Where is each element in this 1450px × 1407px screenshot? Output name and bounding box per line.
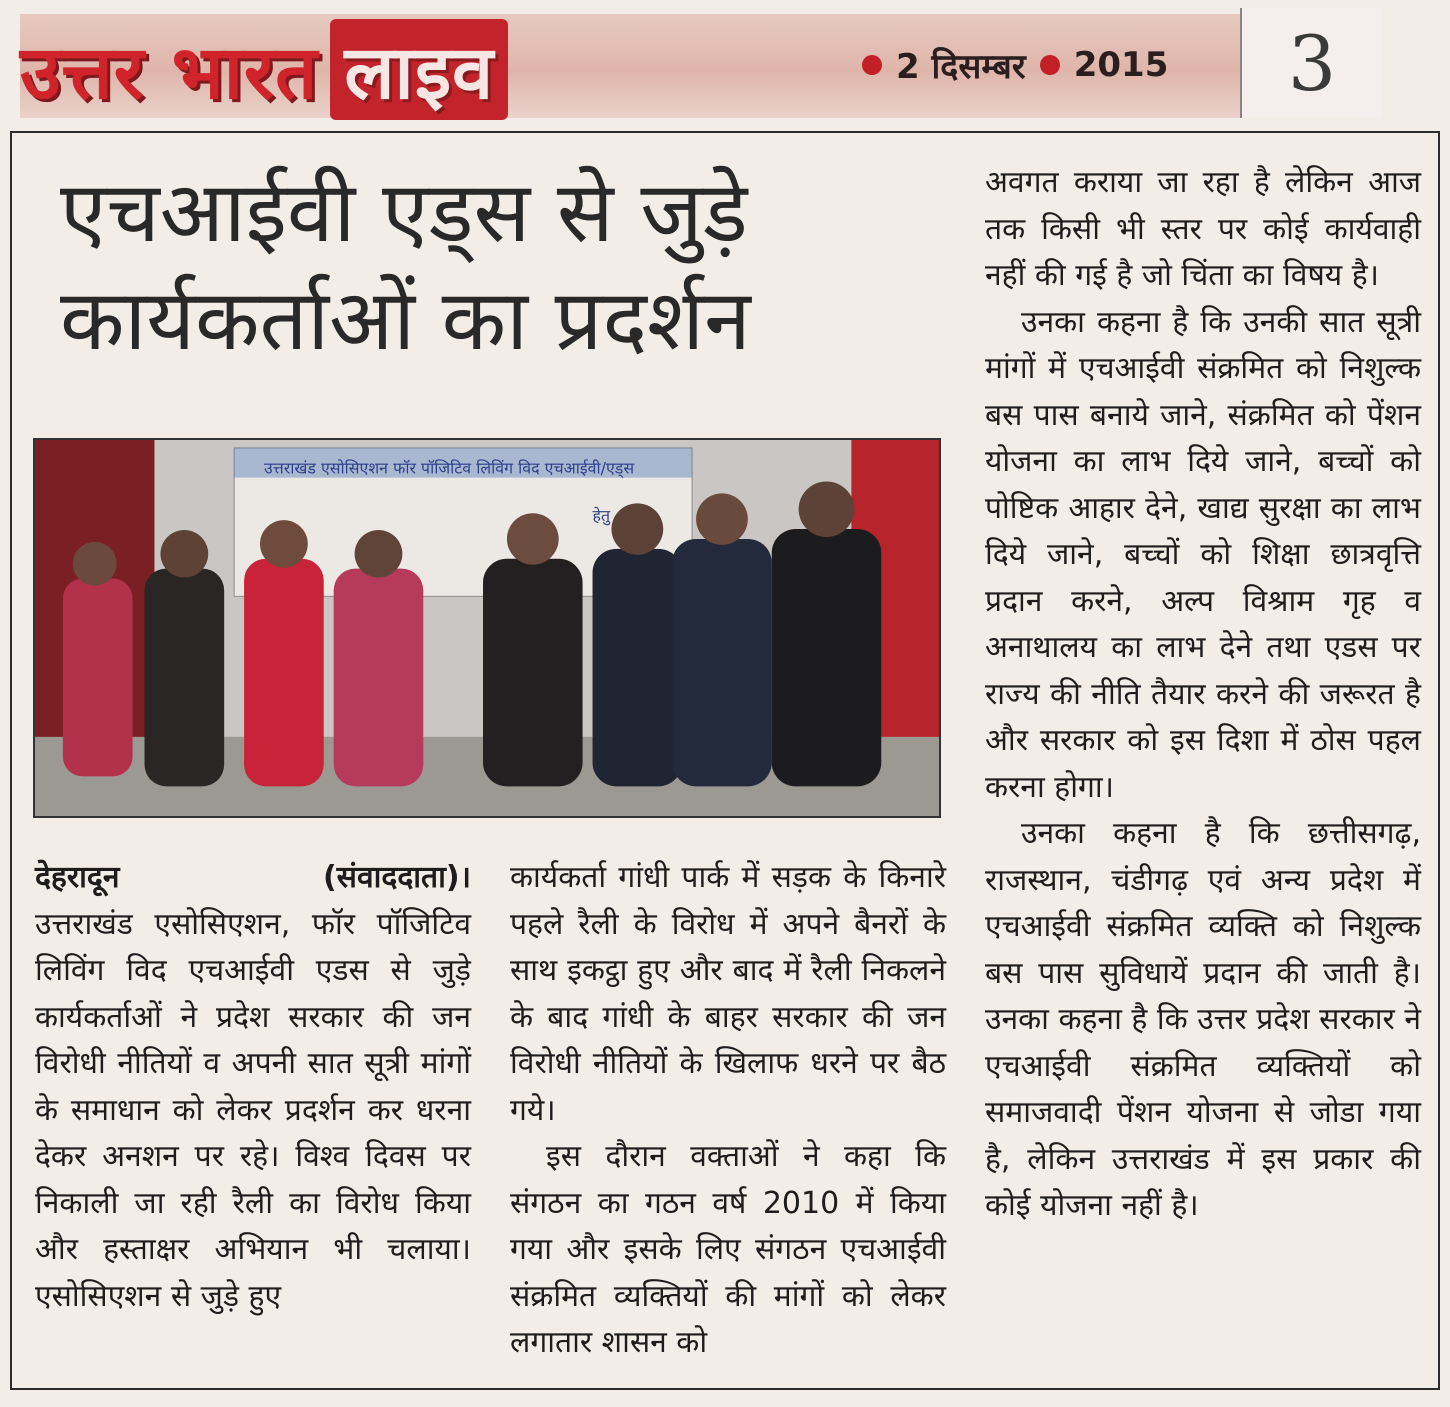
article-paragraph: उनका कहना है कि छत्तीसगढ़, राजस्थान, चंडीगढ़ एवं अन्य प्रदेश में एचआईवी संक्रमित व्यक्ति को निशुल्क बस पास सुविधायें प्रदान की जाती है। उनका कहना है कि उत्तर प्रदेश सरकार ने एचआईवी संक्रमित व्यक्तियों को समाजवादी पेंशन योजना से जोडा गया है, लेकिन उत्तराखंड में इस प्रकार की कोई योजना नहीं है। — [985, 816, 1421, 1223]
article-headline — [60, 158, 940, 374]
frame-rule-left — [10, 131, 12, 1390]
news-photo — [33, 438, 941, 818]
headline-line-1: एचआईवी एड्स से जुड़े — [60, 163, 748, 261]
article-paragraph: इस दौरान वक्ताओं ने कहा कि संगठन का गठन वर्ष 2010 में किया गया और इसके लिए संगठन एचआईवी संक्रमित व्यक्तियों की मांगों को लेकर लगातार शासन को — [510, 1139, 946, 1360]
dateline — [35, 855, 471, 902]
newspaper-logo — [20, 26, 860, 116]
banner-text: उत्तराखंड एसोसिएशन फॉर पॉजिटिव लिविंग विद एचआईवी/एड्स — [263, 458, 635, 478]
article-paragraph: उत्तराखंड एसोसिएशन, फॉर पॉजिटिव लिविंग विद एचआईवी एडस से जुड़े कार्यकर्ताओं ने प्रदेश सरकार की जन विरोधी नीतियों व अपनी सात सूत्री मांगों के समाधान को लेकर प्रदर्शन कर धरना देकर अनशन पर रहे। विश्व दिवस पर निकाली जा रही रैली का विरोध किया और हस्ताक्षर अभियान भी चलाया। एसोसिएशन से जुड़े हुए — [35, 906, 471, 1314]
article-column-3 — [985, 160, 1421, 1230]
article-column-2 — [510, 855, 946, 1367]
article-paragraph: उनका कहना है कि उनकी सात सूत्री मांगों में एचआईवी संक्रमित को निशुल्क बस पास बनाये जाने, संक्रमित को पेंशन योजना का लाभ दिये जाने, बच्चों को पोष्टिक आहार देने, खाद्य सुरक्षा का लाभ दिये जाने, बच्चों को शिक्षा छात्रवृत्ति प्रदान करने, अल्प विश्राम गृह व अनाथालय का लाभ देने तथा एडस पर राज्य की नीति तैयार करने की जरूरत है और सरकार को इस दिशा में ठोस पहल करना होगा। — [985, 304, 1421, 805]
issue-date — [862, 30, 1168, 100]
page-number: 3 — [1240, 8, 1382, 118]
protest-photo-illustration — [35, 440, 939, 816]
issue-year: 2015 — [1073, 45, 1169, 85]
frame-rule-top — [10, 131, 1440, 133]
frame-rule-bottom — [10, 1388, 1440, 1390]
dateline-source: (संवाददाता)। — [322, 860, 471, 895]
issue-day-month: 2 दिसम्बर — [896, 47, 1026, 87]
newspaper-name-live: लाइव — [330, 19, 508, 120]
bullet-dot-icon — [1040, 55, 1060, 75]
newspaper-name: उत्तर भारत — [20, 29, 319, 116]
bullet-dot-icon — [862, 55, 882, 75]
article-paragraph: अवगत कराया जा रहा है लेकिन आज तक किसी भी स्तर पर कोई कार्यवाही नहीं की गई है जो चिंता का विषय है। — [985, 165, 1421, 293]
frame-rule-right — [1438, 131, 1440, 1390]
banner-text-2: हेतु — [592, 506, 611, 526]
dateline-place: देहरादून — [35, 860, 120, 895]
article-paragraph: कार्यकर्ता गांधी पार्क में सड़क के किनारे पहले रैली के विरोध में अपने बैनरों के साथ इकट्ठा हुए और बाद में रैली निकलने के बाद गांधी के बाहर सरकार की जन विरोधी नीतियों के खिलाफ धरने पर बैठ गये। — [510, 860, 946, 1128]
article-column-1 — [35, 855, 471, 1320]
headline-line-2: कार्यकर्ताओं का प्रदर्शन — [60, 271, 751, 369]
